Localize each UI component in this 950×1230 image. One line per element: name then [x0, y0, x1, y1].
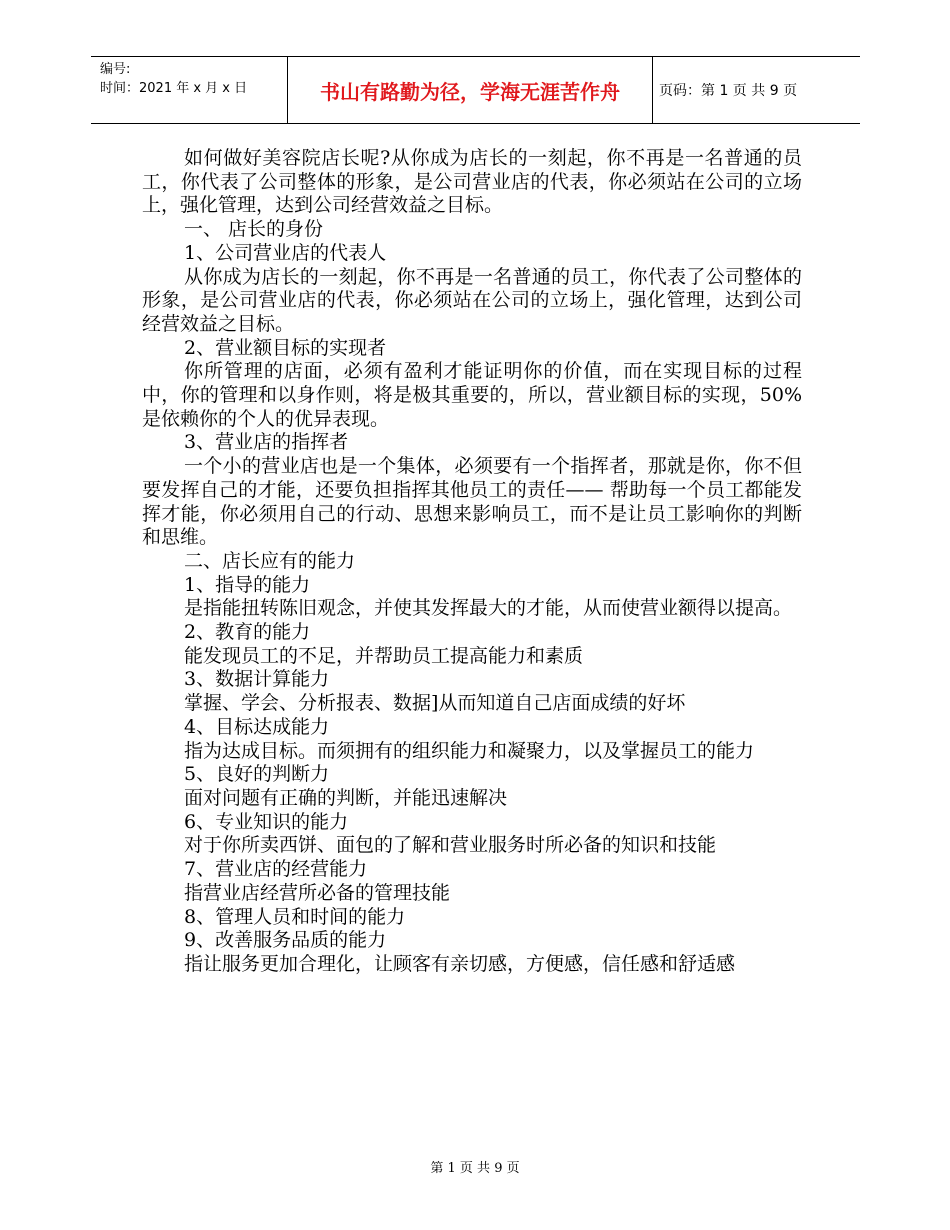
- body-paragraph: 指为达成目标。而须拥有的组织能力和凝聚力，以及掌握员工的能力: [184, 739, 755, 762]
- subsection-heading: 9、改善服务品质的能力: [184, 929, 387, 952]
- header-page-number: 页码：第 1 页 共 9 页: [659, 83, 798, 99]
- body-paragraph: 面对问题有正确的判断，并能迅速解决: [184, 786, 508, 809]
- body-paragraph: 从你成为店长的一刻起，你不再是一名普通的员工，你代表了公司整体的形象，是公司营业店的代表，你必须站在公司的立场上，强化管理，达到公司经营效益之目标。: [142, 265, 802, 335]
- subsection-heading: 2、教育的能力: [184, 621, 311, 644]
- subsection-heading: 5、良好的判断力: [184, 763, 330, 786]
- body-paragraph: 指营业店经营所必备的管理技能: [184, 881, 451, 904]
- section-heading: 二、店长应有的能力: [184, 549, 356, 572]
- body-paragraph: 能发现员工的不足，并帮助员工提高能力和素质: [184, 644, 584, 667]
- section-heading: 一、 店长的身份: [184, 218, 324, 241]
- subsection-heading: 3、数据计算能力: [184, 668, 330, 691]
- body-paragraph: 掌握、学会、分析报表、数据]从而知道自己店面成绩的好坏: [184, 692, 686, 715]
- subsection-heading: 6、专业知识的能力: [184, 810, 349, 833]
- body-paragraph: 是指能扭转陈旧观念，并使其发挥最大的才能，从而使营业额得以提高。: [184, 597, 793, 620]
- body-paragraph: 对于你所卖西饼、面包的了解和营业服务时所必备的知识和技能: [184, 834, 717, 857]
- document-number-label: 编号:: [100, 62, 131, 77]
- subsection-heading: 4、目标达成能力: [184, 715, 330, 738]
- header-motto: 书山有路勤为径，学海无涯苦作舟: [320, 79, 620, 104]
- document-body: [142, 147, 802, 977]
- page-footer: 第 1 页 共 9 页: [430, 1161, 520, 1176]
- subsection-heading: 3、营业店的指挥者: [184, 431, 349, 454]
- subsection-heading: 1、公司营业店的代表人: [184, 241, 387, 264]
- document-header: [91, 56, 860, 124]
- header-info-cell: [91, 57, 287, 123]
- body-paragraph: 你所管理的店面，必须有盈利才能证明你的价值，而在实现目标的过程中，你的管理和以身作则，将是极其重要的，所以，营业额目标的实现，50%是依赖你的个人的优异表现。: [142, 360, 802, 430]
- body-paragraph: 指让服务更加合理化，让顾客有亲切感，方便感，信任感和舒适感: [184, 952, 736, 975]
- subsection-heading: 7、营业店的经营能力: [184, 858, 368, 881]
- body-paragraph: 一个小的营业店也是一个集体，必须要有一个指挥者，那就是你，你不但要发挥自己的才能，还要负担指挥其他员工的责任—— 帮助每一个员工都能发挥才能，你必须用自己的行动、思想来影响员工，而不是让员工影响你的判断和思维。: [142, 455, 802, 549]
- document-time-label: 时间：2021 年 x 月 x 日: [100, 81, 248, 96]
- subsection-heading: 1、指导的能力: [184, 573, 311, 596]
- subsection-heading: 2、营业额目标的实现者: [184, 336, 387, 359]
- intro-paragraph: 如何做好美容院店长呢?从你成为店长的一刻起，你不再是一名普通的员工，你代表了公司整体的形象，是公司营业店的代表，你必须站在公司的立场上，强化管理，达到公司经营效益之目标。: [142, 147, 802, 217]
- subsection-heading: 8、管理人员和时间的能力: [184, 905, 406, 928]
